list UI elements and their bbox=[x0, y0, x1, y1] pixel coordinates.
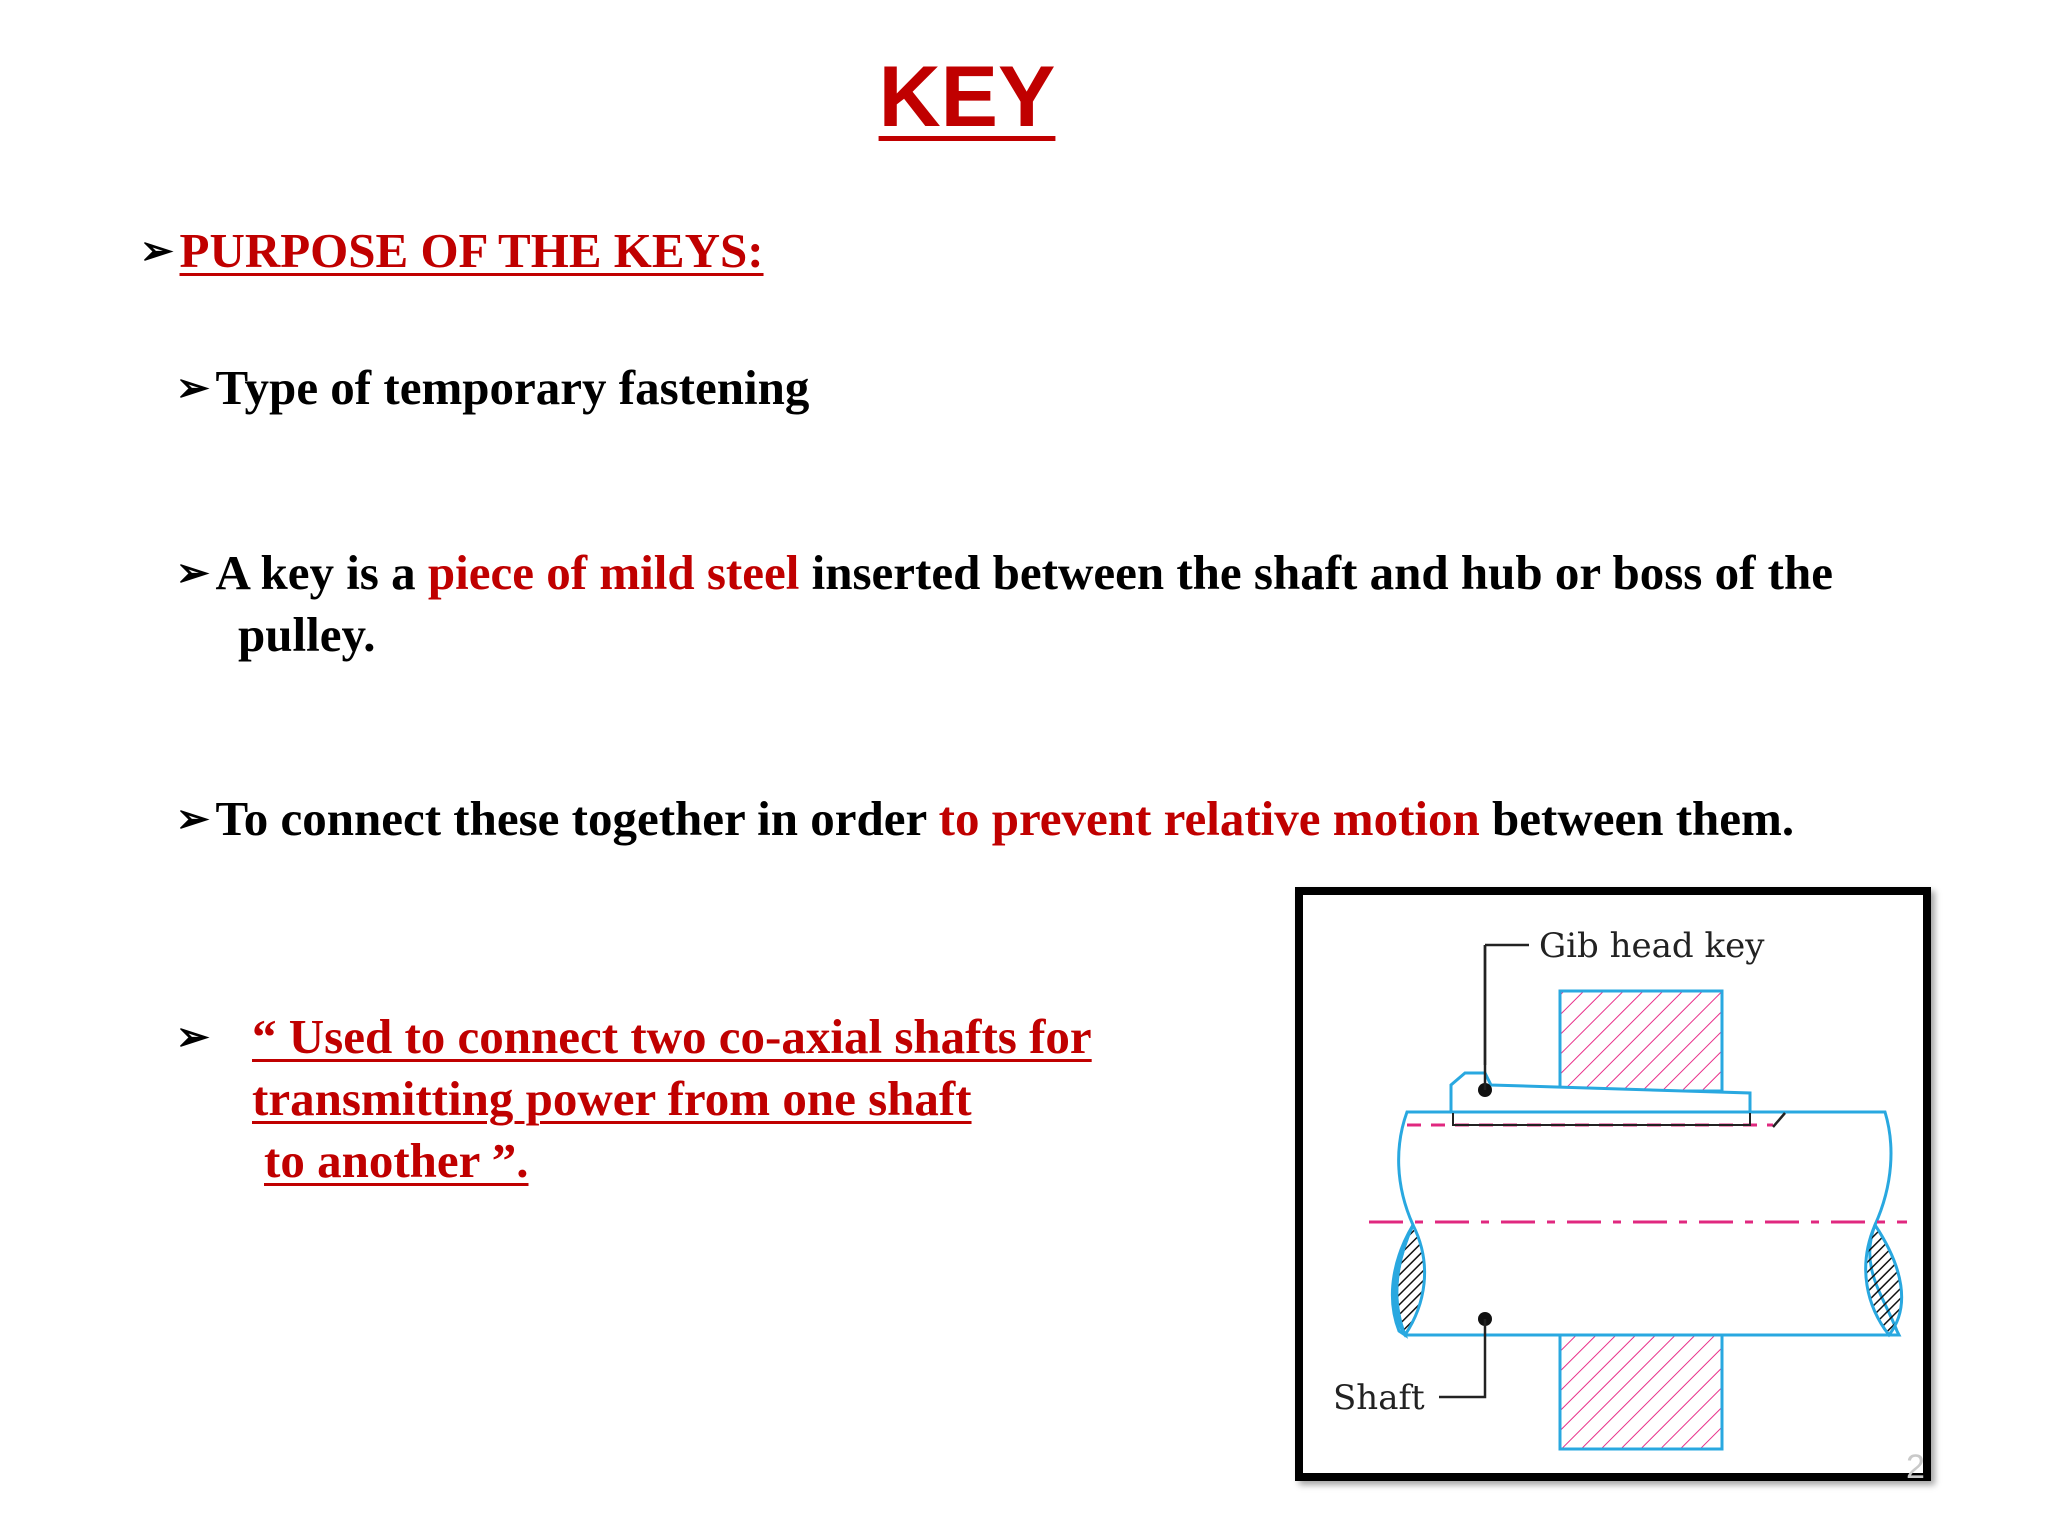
quote-line-3: to another ”. bbox=[264, 1133, 529, 1188]
bullet-key-definition bbox=[176, 542, 1833, 604]
page-number: 2 bbox=[1906, 1448, 1925, 1486]
arrow-bullet-icon: ➢ bbox=[176, 550, 210, 595]
bullet-text: Type of temporary fastening bbox=[215, 360, 810, 415]
quote-line-1: “ Used to connect two co-axial shafts for bbox=[252, 1009, 1092, 1064]
highlight-text: to prevent relative motion bbox=[938, 791, 1480, 846]
bullet-key-definition-continued: pulley. bbox=[238, 607, 376, 662]
gib-head-key-diagram bbox=[1295, 887, 1931, 1481]
diagram-svg bbox=[1303, 895, 1923, 1473]
bullet-text: between them. bbox=[1479, 791, 1795, 846]
bullet-text: To connect these together in order bbox=[215, 791, 939, 846]
bullet-text: A key is a bbox=[215, 545, 428, 600]
quote-bullet bbox=[176, 1006, 216, 1068]
shaft-label: Shaft bbox=[1333, 1378, 1425, 1418]
gib-head-key-label: Gib head key bbox=[1539, 926, 1765, 966]
slide-title: KEY bbox=[878, 49, 1056, 145]
arrow-bullet-icon: ➢ bbox=[176, 365, 210, 410]
hub-bottom-section bbox=[1560, 1335, 1722, 1449]
arrow-bullet-icon: ➢ bbox=[176, 1014, 210, 1059]
arrow-bullet-icon: ➢ bbox=[140, 228, 174, 273]
bullet-connect-purpose bbox=[176, 788, 1794, 850]
arrow-bullet-icon: ➢ bbox=[176, 796, 210, 841]
highlight-text: piece of mild steel bbox=[427, 545, 800, 600]
bullet-temporary-fastening bbox=[176, 357, 809, 419]
hub-top-section bbox=[1560, 991, 1722, 1091]
purpose-heading bbox=[140, 220, 764, 282]
bullet-text: inserted between the shaft and hub or boss of the bbox=[799, 545, 1833, 600]
heading-text: PURPOSE OF THE KEYS: bbox=[179, 223, 764, 278]
quote-line-2: transmitting power from one shaft bbox=[252, 1071, 972, 1126]
